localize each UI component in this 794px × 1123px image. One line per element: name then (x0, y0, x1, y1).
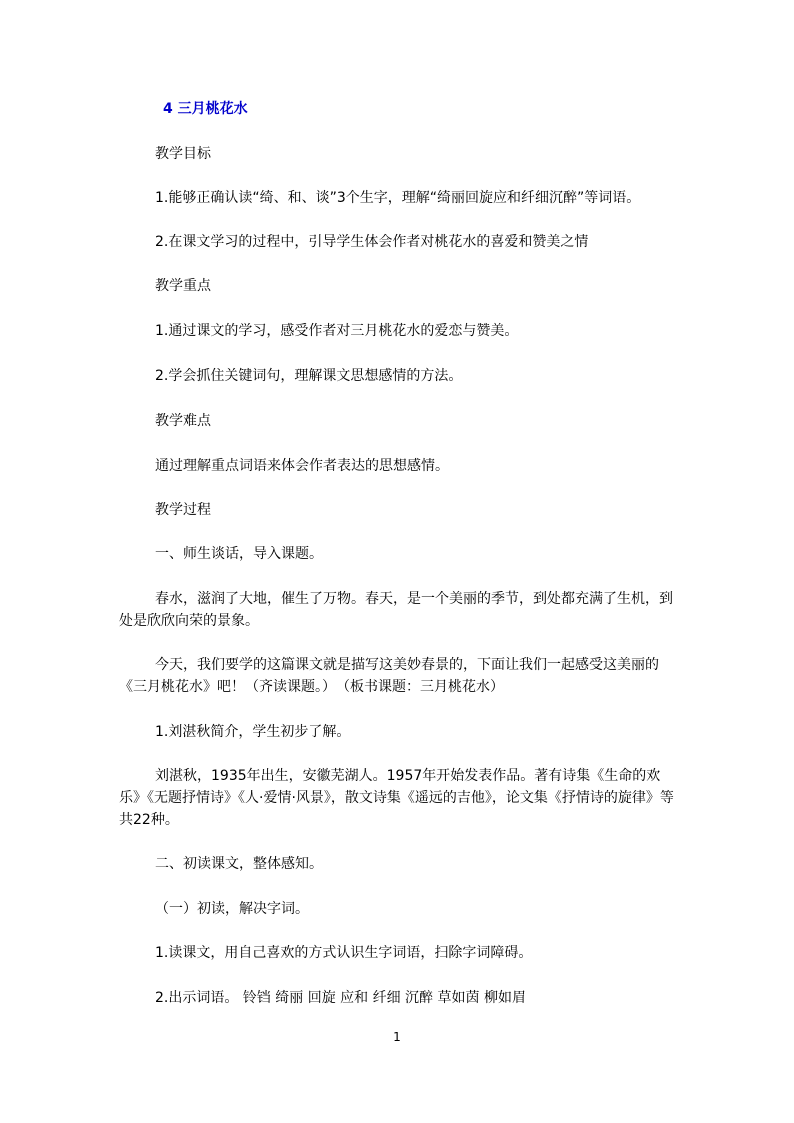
paragraph-today: 今天，我们要学的这篇课文就是描写这美妙春景的，下面让我们一起感受这美丽的《三月桃花水》吧！（齐读课题。） （板书课题：三月桃花水） (119, 657, 659, 695)
difficulty-heading: 教学难点 (155, 413, 211, 429)
author-intro-heading: 1.刘湛秋简介，学生初步了解。 (155, 724, 351, 740)
key-item-2: 2.学会抓住关键词句，理解课文思想感情的方法。 (155, 368, 463, 384)
step-2-heading: 二、初读课文，整体感知。 (155, 856, 323, 872)
read-item-1: 1.读课文，用自己喜欢的方式认识生字词语，扫除字词障碍。 (155, 945, 533, 961)
read-item-2: 2.出示词语。 铃铛 绮丽 回旋 应和 纤细 沉醉 草如茵 柳如眉 (155, 990, 526, 1006)
key-heading: 教学重点 (155, 278, 211, 294)
difficulty-item-1: 通过理解重点词语来体会作者表达的思想感情。 (155, 458, 449, 474)
goal-heading: 教学目标 (155, 146, 211, 162)
step-1-heading: 一、师生谈话，导入课题。 (155, 546, 323, 562)
paragraph-author: 刘湛秋，1935年出生，安徽芜湖人。1957年开始发表作品。著有诗集《生命的欢乐》《无题抒情诗》《人·爱情·风景》，散文诗集《遥远的吉他》，论文集《抒情诗的旋律》等共22种。 (119, 768, 674, 828)
page-number: 1 (393, 1030, 401, 1044)
goal-item-2: 2.在课文学习的过程中，引导学生体会作者对桃花水的喜爱和赞美之情 (155, 234, 589, 250)
paragraph-spring: 春水，滋润了大地，催生了万物。春天，是一个美丽的季节，到处都充满了生机，到处是欣欣向荣的景象。 (119, 591, 673, 629)
process-heading: 教学过程 (155, 502, 211, 518)
goal-item-1: 1.能够正确认读“绮、和、谈”3个生字，理解“绮丽回旋应和纤细沉醉”等词语。 (155, 190, 641, 206)
key-item-1: 1.通过课文的学习，感受作者对三月桃花水的爱恋与赞美。 (155, 323, 519, 339)
sub-step-1-heading: （一）初读，解决字词。 (155, 901, 309, 917)
lesson-title: 4 三月桃花水 (163, 101, 248, 117)
